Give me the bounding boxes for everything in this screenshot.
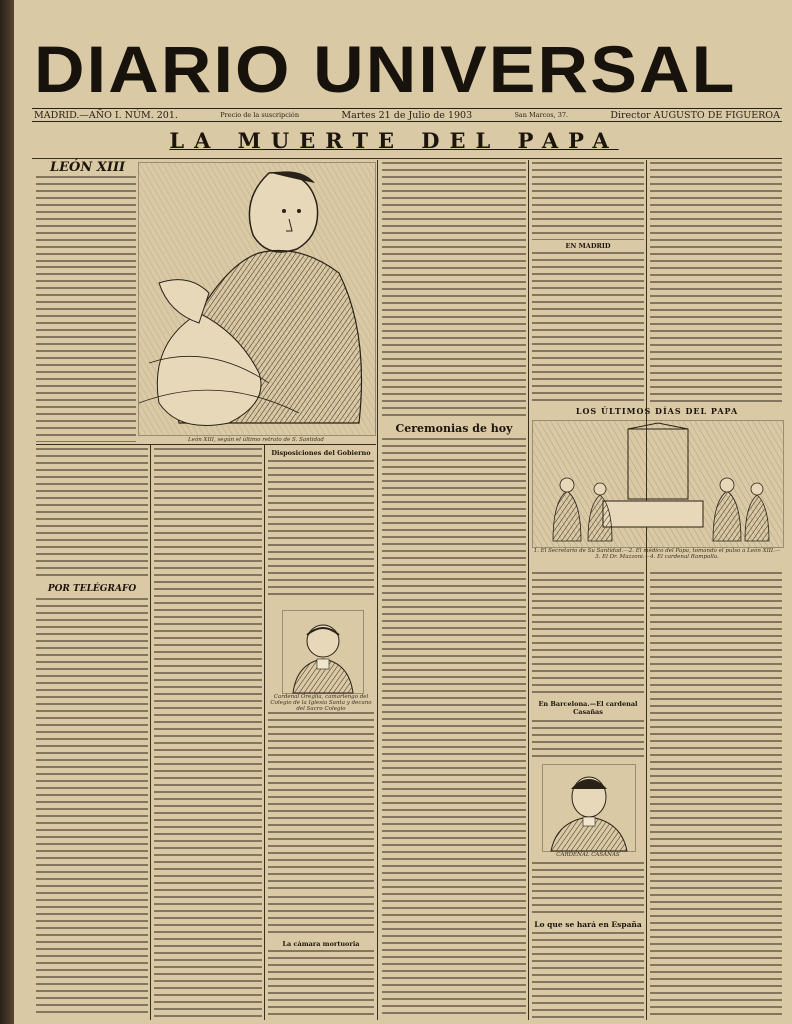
column-rule: [377, 160, 378, 1020]
text-block: [268, 712, 374, 892]
section-en-madrid: EN MADRID: [565, 242, 611, 250]
text-block: [154, 448, 262, 1018]
caption-oreglia: Cardenal Oreglia, camarlengo del Colegio de la Iglesia Santa y decano del Sacro Colegio: [270, 694, 372, 712]
top-rule: [32, 158, 782, 159]
text-block: [532, 720, 644, 760]
text-block: [268, 950, 374, 1018]
text-block: [268, 896, 374, 938]
pope-engraving: [139, 163, 375, 435]
caption-pope-main: León XIII, según el último retrato de S. Santidad: [188, 437, 324, 443]
text-block: [382, 438, 526, 1018]
dateline-subscription: Precio de la suscripción: [220, 111, 300, 119]
text-block: [532, 862, 644, 916]
binding-edge: [0, 0, 14, 1024]
section-en-espana: Lo que se hará en España: [534, 920, 642, 929]
text-block: [36, 598, 148, 1018]
headline-banner: LA MUERTE DEL PAPA: [169, 128, 619, 153]
text-block: [532, 932, 644, 1018]
text-block: [36, 176, 136, 262]
section-telegrafo: POR TELÉGRAFO: [47, 584, 137, 594]
section-camara: La cámara mortuoria: [282, 940, 360, 948]
dateline-date: Martes 21 de Julio de 1903: [341, 109, 473, 121]
text-block: [650, 162, 782, 402]
pope-leo-illustration: [138, 162, 376, 436]
figure-bottom-rule: [36, 444, 376, 445]
caption-casanas: CARDENAL CASAÑAS: [556, 852, 620, 858]
text-block: [532, 572, 644, 696]
column-rule: [646, 160, 647, 1020]
cardinal-casanas-portrait: [542, 764, 636, 852]
text-block: [268, 460, 374, 600]
section-leon-xiii: LEÓN XIII: [50, 160, 126, 175]
text-block: [532, 252, 644, 402]
dateline: [32, 108, 782, 122]
text-block: [382, 162, 526, 418]
dateline-issue: MADRID.—AÑO I. NÚM. 201.: [34, 109, 178, 121]
newspaper-page: [14, 0, 792, 1024]
dateline-address: San Marcos, 37.: [514, 111, 569, 119]
pope-deathbed-illustration: [532, 420, 784, 548]
column-rule: [150, 445, 151, 1020]
section-ultimos-dias: LOS ÚLTIMOS DÍAS DEL PAPA: [575, 406, 739, 416]
section-ceremonias: Ceremonias de hoy: [395, 422, 513, 435]
dateline-director: Director AUGUSTO DE FIGUEROA: [610, 109, 780, 121]
text-block: [36, 266, 136, 442]
column-rule: [264, 445, 265, 1020]
text-block: [650, 572, 782, 1018]
section-barcelona: En Barcelona.—El cardenal Casañas: [538, 700, 638, 716]
column-rule: [528, 160, 529, 1020]
text-block: [532, 162, 644, 240]
caption-ultimos: 1. El Secretario de Su Santidad.—2. El médico del Papa, tomando el pulso a León XIII.—3. El Dr. Mazzoni.—4. El cardenal Rampolla.: [533, 548, 781, 560]
text-block: [36, 448, 148, 580]
section-disposiciones: Disposiciones del Gobierno: [271, 449, 371, 457]
cardinal-oreglia-portrait: [282, 610, 364, 694]
masthead-title: DIARIO UNIVERSAL: [34, 32, 737, 106]
